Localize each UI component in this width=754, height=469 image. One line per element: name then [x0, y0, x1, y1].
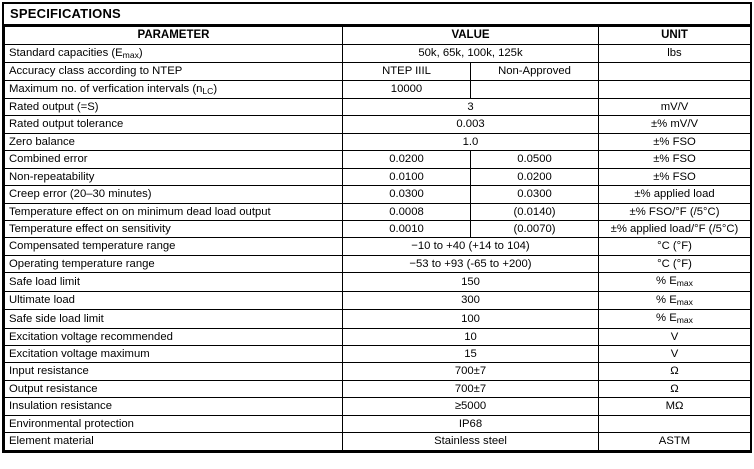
cell-unit: MΩ [599, 398, 751, 415]
cell-parameter: Rated output tolerance [5, 116, 343, 133]
cell-value-primary: NTEP IIIL [343, 63, 471, 80]
cell-value: −10 to +40 (+14 to 104) [343, 238, 599, 255]
cell-parameter: Zero balance [5, 133, 343, 150]
table-row [5, 363, 751, 380]
table-row [5, 220, 751, 237]
cell-value: 700±7 [343, 363, 599, 380]
cell-parameter: Element material [5, 433, 343, 450]
cell-value: 0.003 [343, 116, 599, 133]
cell-value: IP68 [343, 415, 599, 432]
parameter-subscript: max [122, 49, 139, 60]
cell-parameter: Input resistance [5, 363, 343, 380]
cell-parameter: Environmental protection [5, 415, 343, 432]
cell-value: 300 [343, 291, 599, 309]
cell-unit: % $E_{max}$ [599, 310, 751, 328]
unit-subscript: max [676, 296, 693, 307]
cell-value: 10 [343, 328, 599, 345]
cell-unit: V [599, 345, 751, 362]
table-row [5, 273, 751, 291]
cell-value-secondary: 0.0300 [471, 186, 599, 203]
cell-parameter: Operating temperature range [5, 255, 343, 272]
unit-subscript: max [676, 315, 693, 326]
parameter-subscript: LC [202, 85, 214, 96]
cell-unit: ±% FSO [599, 133, 751, 150]
cell-value: 3 [343, 98, 599, 115]
page-title: SPECIFICATIONS [4, 4, 750, 26]
cell-value: Stainless steel [343, 433, 599, 450]
cell-parameter: Output resistance [5, 380, 343, 397]
column-header-value: VALUE [343, 27, 599, 45]
cell-parameter: Maximum no. of verfication intervals $(n_{LC})$ [5, 80, 343, 98]
cell-value-primary: 0.0300 [343, 186, 471, 203]
cell-parameter: Non-repeatability [5, 168, 343, 185]
table-row [5, 345, 751, 362]
cell-parameter: Insulation resistance [5, 398, 343, 415]
cell-parameter: Safe side load limit [5, 310, 343, 328]
table-row [5, 151, 751, 168]
table-row [5, 291, 751, 309]
cell-parameter: Excitation voltage maximum [5, 345, 343, 362]
cell-unit: mV/V [599, 98, 751, 115]
cell-parameter: Compensated temperature range [5, 238, 343, 255]
table-row [5, 63, 751, 80]
cell-value: −53 to +93 (-65 to +200) [343, 255, 599, 272]
unit-subscript: max [676, 278, 693, 289]
cell-unit [599, 63, 751, 80]
cell-parameter: Ultimate load [5, 291, 343, 309]
cell-unit: ±% mV/V [599, 116, 751, 133]
cell-value-primary: 0.0200 [343, 151, 471, 168]
table-header-row [5, 27, 751, 45]
table-row [5, 433, 751, 450]
cell-unit: ±% applied load/°F (/5°C) [599, 220, 751, 237]
table-row [5, 255, 751, 272]
cell-parameter: Creep error (20–30 minutes) [5, 186, 343, 203]
table-row [5, 415, 751, 432]
table-row [5, 186, 751, 203]
cell-parameter: Combined error [5, 151, 343, 168]
cell-value: ≥5000 [343, 398, 599, 415]
table-row [5, 44, 751, 62]
cell-unit: ±% applied load [599, 186, 751, 203]
cell-parameter: Standard capacities $(E_{max})$ [5, 44, 343, 62]
cell-parameter: Excitation voltage recommended [5, 328, 343, 345]
cell-parameter: Rated output (=S) [5, 98, 343, 115]
specifications-table [4, 26, 751, 451]
cell-value: 50k, 65k, 100k, 125k [343, 44, 599, 62]
cell-parameter: Safe load limit [5, 273, 343, 291]
table-body [5, 44, 751, 450]
column-header-unit: UNIT [599, 27, 751, 45]
cell-value-secondary: 0.0500 [471, 151, 599, 168]
cell-parameter: Temperature effect on on minimum dead load output [5, 203, 343, 220]
cell-value-secondary: (0.0140) [471, 203, 599, 220]
cell-unit: ASTM [599, 433, 751, 450]
cell-unit: lbs [599, 44, 751, 62]
table-row [5, 238, 751, 255]
table-row [5, 310, 751, 328]
cell-value-secondary: (0.0070) [471, 220, 599, 237]
table-row [5, 328, 751, 345]
table-row [5, 80, 751, 98]
table-row [5, 116, 751, 133]
cell-unit: ±% FSO/°F (/5°C) [599, 203, 751, 220]
cell-value-primary: 10000 [343, 80, 471, 98]
cell-unit: °C (°F) [599, 238, 751, 255]
cell-value-secondary [471, 80, 599, 98]
cell-unit [599, 415, 751, 432]
cell-value-primary: 0.0100 [343, 168, 471, 185]
cell-value-primary: 0.0010 [343, 220, 471, 237]
cell-value: 15 [343, 345, 599, 362]
column-header-parameter: PARAMETER [5, 27, 343, 45]
cell-unit: ±% FSO [599, 151, 751, 168]
table-row [5, 133, 751, 150]
cell-unit [599, 80, 751, 98]
specifications-sheet [2, 2, 752, 453]
cell-unit: % $E_{max}$ [599, 273, 751, 291]
cell-unit: ±% FSO [599, 168, 751, 185]
cell-unit: Ω [599, 380, 751, 397]
table-row [5, 168, 751, 185]
cell-unit: °C (°F) [599, 255, 751, 272]
cell-value-secondary: Non-Approved [471, 63, 599, 80]
cell-value-secondary: 0.0200 [471, 168, 599, 185]
cell-value: 150 [343, 273, 599, 291]
table-row [5, 380, 751, 397]
cell-unit: Ω [599, 363, 751, 380]
table-row [5, 98, 751, 115]
cell-parameter: Accuracy class according to NTEP [5, 63, 343, 80]
cell-value: 100 [343, 310, 599, 328]
cell-unit: % $E_{max}$ [599, 291, 751, 309]
table-row [5, 398, 751, 415]
cell-value: 1.0 [343, 133, 599, 150]
table-row [5, 203, 751, 220]
cell-parameter: Temperature effect on sensitivity [5, 220, 343, 237]
cell-value-primary: 0.0008 [343, 203, 471, 220]
cell-value: 700±7 [343, 380, 599, 397]
cell-unit: V [599, 328, 751, 345]
